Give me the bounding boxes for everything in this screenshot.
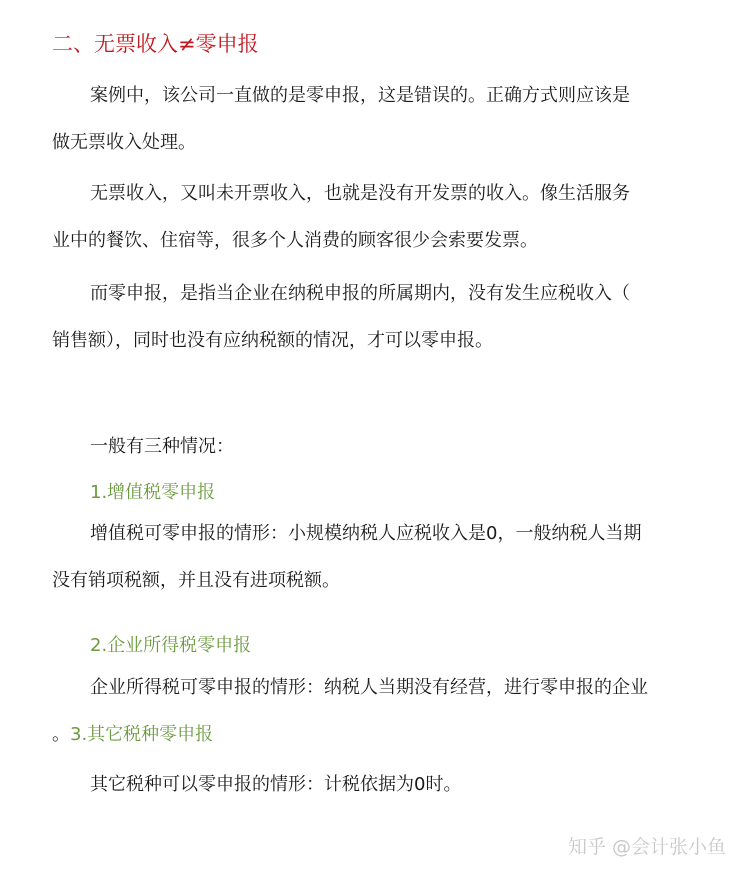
period-mark: 。 [52, 724, 70, 745]
section-heading: 二、无票收入≠零申报 [52, 32, 259, 56]
paragraph-line: 增值税可零申报的情形：小规模纳税人应税收入是0，一般纳税人当期 [90, 523, 642, 544]
paragraph-line: 销售额），同时也没有应纳税额的情况，才可以零申报。 [52, 330, 493, 351]
paragraph-line: 案例中，该公司一直做的是零申报，这是错误的。正确方式则应该是 [90, 85, 630, 106]
paragraph-zero-declaration [52, 270, 630, 364]
paragraph-line-mixed [52, 711, 648, 758]
paragraph-case [52, 72, 630, 166]
paragraph-corporate-income-tax [52, 664, 648, 758]
paragraph-line: 业中的餐饮、住宿等，很多个人消费的顾客很少会索要发票。 [52, 230, 538, 251]
subheading-vat: 1.增值税零申报 [90, 482, 216, 503]
paragraph-line: 无票收入，又叫未开票收入，也就是没有开发票的收入。像生活服务 [90, 183, 630, 204]
paragraph-line: 企业所得税可零申报的情形：纳税人当期没有经营，进行零申报的企业 [90, 677, 648, 698]
paragraph-line: 没有销项税额，并且没有进项税额。 [52, 570, 340, 591]
paragraph-no-invoice-income [52, 170, 630, 264]
paragraph-line: 而零申报，是指当企业在纳税申报的所属期内，没有发生应税收入（ [90, 283, 630, 304]
paragraph-line: 做无票收入处理。 [52, 132, 196, 153]
subheading-other-taxes: 3.其它税种零申报 [70, 724, 214, 745]
paragraph-other-taxes: 其它税种可以零申报的情形：计税依据为0时。 [90, 774, 462, 795]
paragraph-vat [52, 510, 641, 604]
intro-text: 一般有三种情况： [90, 436, 234, 457]
watermark: 知乎 @会计张小鱼 [567, 836, 726, 858]
subheading-corporate-income-tax: 2.企业所得税零申报 [90, 635, 252, 656]
